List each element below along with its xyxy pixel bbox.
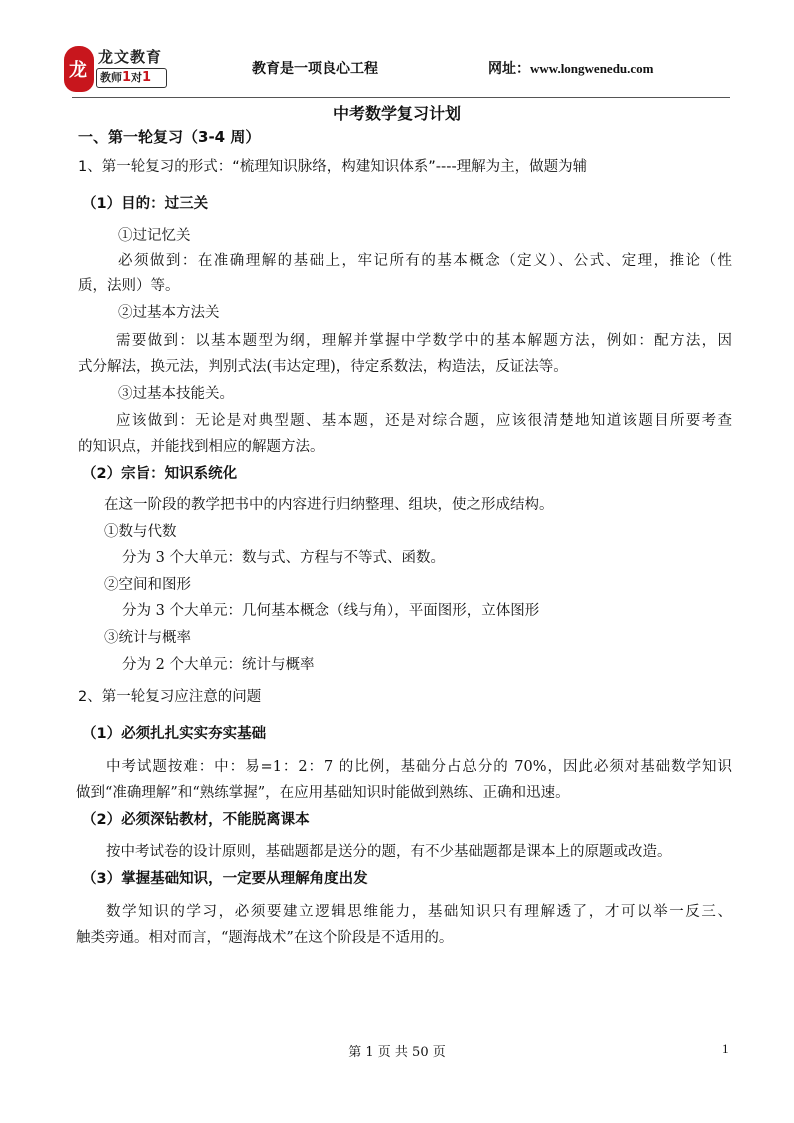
note-heading: （2）必须深钻教材，不能脱离课本 [82, 812, 310, 828]
paragraph-line: 式分解法，换元法，判别式法(韦达定理)，待定系数法，构造法，反证法等。 [78, 359, 568, 375]
list-item-label: ②空间和图形 [104, 577, 191, 593]
goal-heading: （1）目的：过三关 [82, 196, 209, 212]
page-number: 1 [722, 1041, 729, 1056]
subsection-heading: 1、第一轮复习的形式：“梳理知识脉络，构建知识体系”----理解为主，做题为辅 [78, 159, 588, 175]
page-footer: 第 1 页 共 50 页 [348, 1045, 446, 1060]
aim-heading: （2）宗旨：知识系统化 [82, 466, 238, 482]
paragraph-line: 必须做到：在准确理解的基础上，牢记所有的基本概念（定义）、公式、定理，推论（性 [118, 253, 732, 269]
logo-emblem-char: 龙 [69, 60, 87, 81]
paragraph-line: 在这一阶段的教学把书中的内容进行归纳整理、组块，使之形成结构。 [104, 497, 554, 513]
logo-tagline [96, 68, 167, 88]
header-motto: 教育是一项良心工程 [252, 61, 378, 77]
paragraph-line: 按中考试卷的设计原则，基础题都是送分的题，有不少基础题都是课本上的原题或改造。 [106, 844, 672, 860]
note-heading: （3）掌握基础知识，一定要从理解角度出发 [82, 871, 368, 887]
list-item-label: ①数与代数 [104, 524, 177, 540]
header-divider [72, 97, 730, 98]
paragraph-line: 的知识点，并能找到相应的解题方法。 [78, 439, 325, 455]
paragraph-line: 做到“准确理解”和“熟练掌握”，在应用基础知识时能做到熟练、正确和迅速。 [76, 785, 570, 801]
logo-tagline-b: 1 [122, 70, 132, 85]
list-item-label: ③统计与概率 [104, 630, 191, 646]
longwen-logo [64, 44, 168, 96]
paragraph-line: 分为 2 个大单元：统计与概率 [122, 657, 315, 673]
subsection-heading: 2、第一轮复习应注意的问题 [78, 689, 262, 705]
paragraph-line: 需要做到：以基本题型为纲，理解并掌握中学数学中的基本解题方法，例如：配方法，因 [116, 333, 732, 349]
paragraph-line: 触类旁通。相对而言，“题海战术”在这个阶段是不适用的。 [76, 930, 454, 946]
document-title: 中考数学复习计划 [332, 104, 461, 123]
logo-brand-text: 龙文教育 [98, 48, 163, 66]
header-website [488, 58, 654, 78]
list-item-label: ②过基本方法关 [118, 305, 220, 321]
paragraph-line: 数学知识的学习，必须要建立逻辑思维能力，基础知识只有理解透了，才可以举一反三、 [106, 904, 732, 920]
paragraph-line: 分为 3 个大单元：数与式、方程与不等式、函数。 [122, 550, 445, 566]
logo-tagline-d: 1 [142, 70, 152, 85]
logo-tagline-c: 对 [131, 71, 143, 84]
note-heading: （1）必须扎扎实实夯实基础 [82, 726, 267, 742]
paragraph-line: 应该做到：无论是对典型题、基本题，还是对综合题，应该很清楚地知道该题目所要考查 [116, 413, 732, 429]
logo-tagline-a: 教师 [100, 71, 122, 84]
list-item-label: ①过记忆关 [118, 228, 191, 244]
website-label: 网址： [488, 61, 530, 77]
paragraph-line: 分为 3 个大单元：几何基本概念（线与角），平面图形，立体图形 [122, 603, 540, 619]
paragraph-line: 中考试题按难：中：易=1：2：7 的比例，基础分占总分的 70%，因此必须对基础数学知识 [106, 759, 732, 775]
website-url: www.longwenedu.com [530, 61, 654, 76]
paragraph-line: 质，法则）等。 [78, 278, 180, 294]
logo-emblem-icon [64, 46, 94, 92]
list-item-label: ③过基本技能关。 [118, 386, 234, 402]
section-heading: 一、第一轮复习（3-4 周） [78, 128, 261, 146]
